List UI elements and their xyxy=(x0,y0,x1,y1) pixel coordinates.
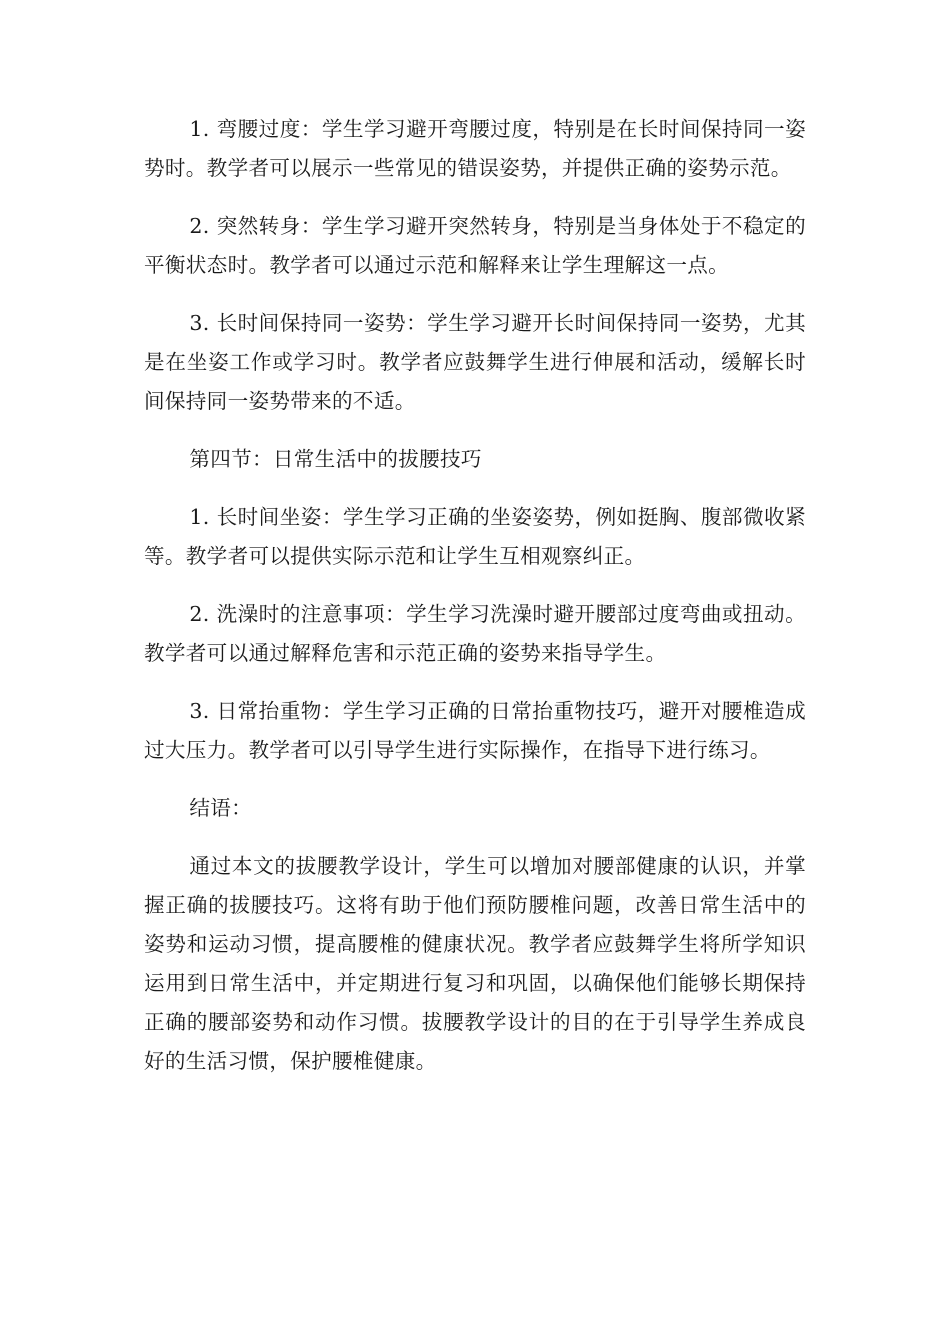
document-body xyxy=(144,110,806,1100)
paragraph-bending: 1. 弯腰过度：学生学习避开弯腰过度，特别是在长时间保持同一姿势时。教学者可以展示一些常见的错误姿势，并提供正确的姿势示范。 xyxy=(144,117,806,180)
conclusion-heading: 结语： xyxy=(189,796,252,820)
paragraph-turning: 2. 突然转身：学生学习避开突然转身，特别是当身体处于不稳定的平衡状态时。教学者可以通过示范和解释来让学生理解这一点。 xyxy=(144,214,806,277)
paragraph-lifting: 3. 日常抬重物：学生学习正确的日常抬重物技巧，避开对腰椎造成过大压力。教学者可以引导学生进行实际操作，在指导下进行练习。 xyxy=(144,699,806,762)
paragraph-bathing: 2. 洗澡时的注意事项：学生学习洗澡时避开腰部过度弯曲或扭动。教学者可以通过解释危害和示范正确的姿势来指导学生。 xyxy=(144,602,806,665)
paragraph-conclusion: 通过本文的拔腰教学设计，学生可以增加对腰部健康的认识，并掌握正确的拔腰技巧。这将有助于他们预防腰椎问题，改善日常生活中的姿势和运动习惯，提高腰椎的健康状况。教学者应鼓舞学生将所学知识运用到日常生活中，并定期进行复习和巩固，以确保他们能够长期保持正确的腰部姿势和动作习惯。拔腰教学设计的目的在于引导学生养成良好的生活习惯，保护腰椎健康。 xyxy=(144,854,806,1073)
section-heading: 第四节：日常生活中的拔腰技巧 xyxy=(189,447,482,471)
paragraph-same-posture: 3. 长时间保持同一姿势：学生学习避开长时间保持同一姿势，尤其是在坐姿工作或学习时。教学者应鼓舞学生进行伸展和活动，缓解长时间保持同一姿势带来的不适。 xyxy=(144,311,806,413)
paragraph-sitting: 1. 长时间坐姿：学生学习正确的坐姿姿势，例如挺胸、腹部微收紧等。教学者可以提供实际示范和让学生互相观察纠正。 xyxy=(144,505,806,568)
